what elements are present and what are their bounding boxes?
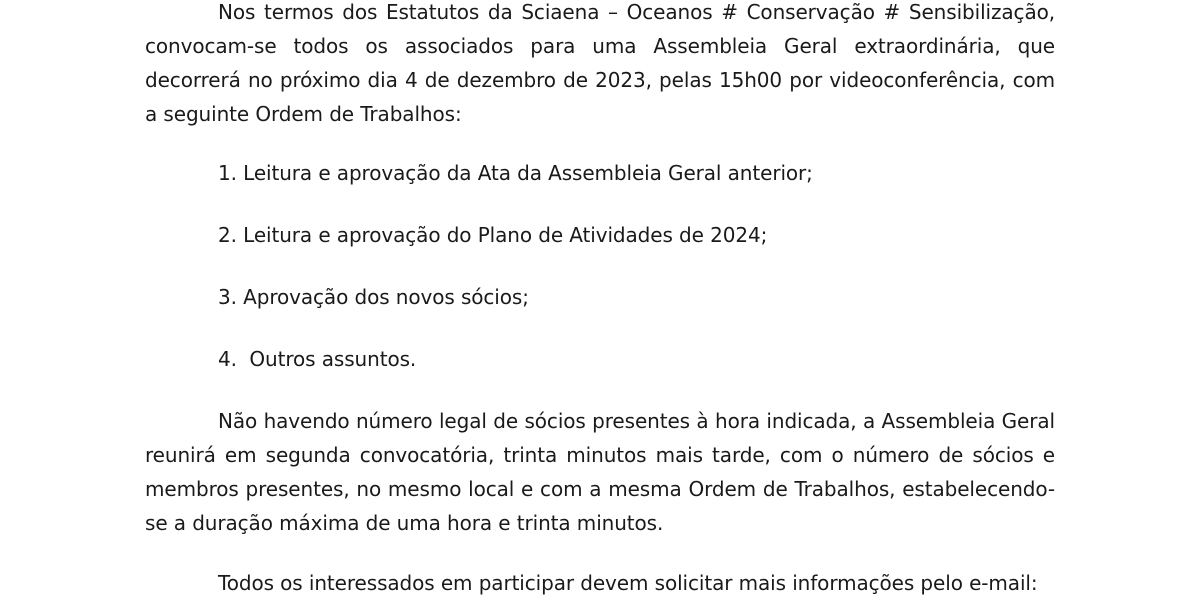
agenda-item-1: 1. Leitura e aprovação da Ata da Assembleia Geral anterior;	[218, 161, 813, 185]
convocation-paragraph: Nos termos dos Estatutos da Sciaena – Oceanos # Conservação # Sensibilização, convocam-se todos os associados para uma Assembleia Geral extraordinária, que decorrerá no próximo dia 4 de dezembro de 2023, pelas 15h00 por videoconferência, com a seguinte Ordem de Trabalhos:	[145, 0, 1055, 126]
agenda-item-3: 3. Aprovação dos novos sócios;	[218, 285, 529, 309]
contact-paragraph: Todos os interessados em participar devem solicitar mais informações pelo e-mail:	[218, 571, 1038, 595]
second-call-paragraph: Não havendo número legal de sócios presentes à hora indicada, a Assembleia Geral reunirá em segunda convocatória, trinta minutos mais tarde, com o número de sócios e membros presentes, no mesmo local e com a mesma Ordem de Trabalhos, estabelecendo-se a duração máxima de uma hora e trinta minutos.	[145, 409, 1055, 535]
agenda-item-4: 4. Outros assuntos.	[218, 347, 417, 371]
agenda-item-2: 2. Leitura e aprovação do Plano de Atividades de 2024;	[218, 223, 768, 247]
